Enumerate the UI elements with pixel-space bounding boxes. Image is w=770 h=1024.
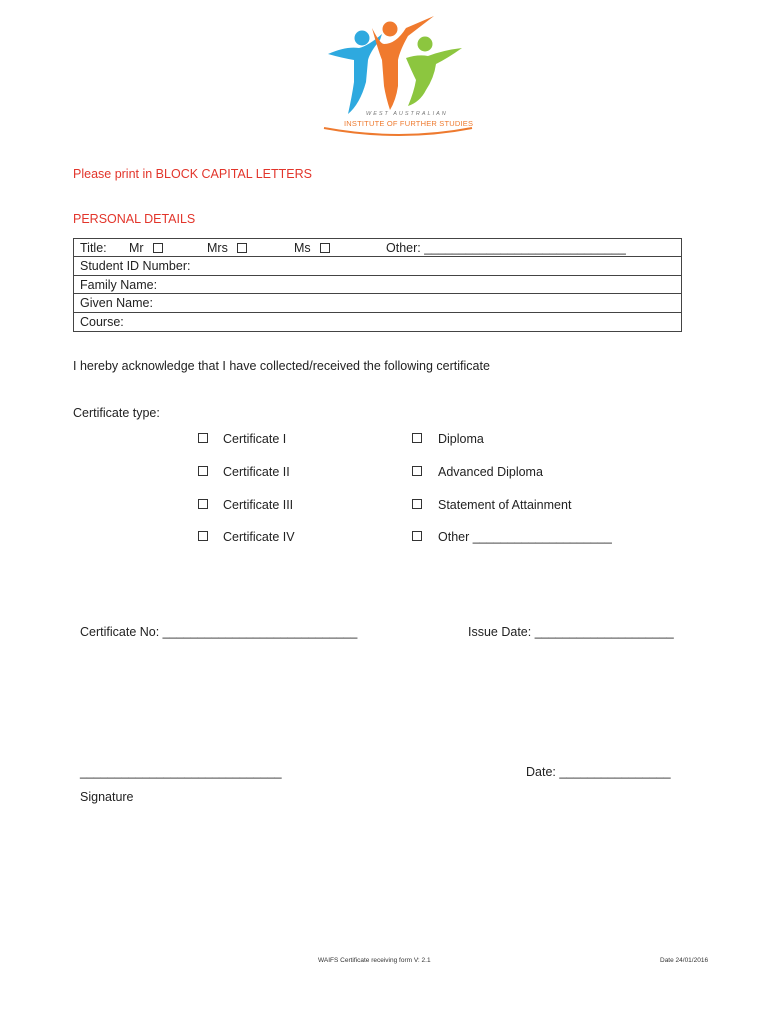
- certificate-1-checkbox[interactable]: [198, 433, 208, 443]
- certificate-3-label: Certificate III: [223, 498, 294, 512]
- block-capitals-instruction: Please print in BLOCK CAPITAL LETTERS: [73, 167, 312, 181]
- given-name-field[interactable]: Given Name:: [74, 294, 681, 312]
- title-option-ms[interactable]: [294, 239, 330, 257]
- certificate-1-label: Certificate I: [223, 432, 287, 446]
- logo-tagline: WEST AUSTRALIAN: [366, 111, 448, 117]
- logo-institute-name: INSTITUTE OF FURTHER STUDIES: [344, 119, 474, 128]
- diploma-checkbox[interactable]: [412, 433, 422, 443]
- footer-form-version: WAIFS Certificate receiving form V: 2.1: [318, 957, 431, 964]
- issue-date-field[interactable]: Issue Date: ____________________: [468, 625, 674, 639]
- title-row: [74, 239, 681, 257]
- student-id-field[interactable]: Student ID Number:: [74, 257, 681, 275]
- other-certificate-checkbox[interactable]: [412, 531, 422, 541]
- signature-label: Signature: [80, 790, 134, 804]
- section-title-personal-details: PERSONAL DETAILS: [73, 212, 196, 226]
- institute-logo: [322, 16, 477, 140]
- signature-date-field[interactable]: Date: ________________: [526, 765, 671, 779]
- mr-label: Mr: [129, 241, 144, 255]
- acknowledgement-text: I hereby acknowledge that I have collected/received the following certificate: [73, 359, 490, 373]
- other-certificate-field[interactable]: Other ____________________: [438, 530, 612, 544]
- certificate-type-label: Certificate type:: [73, 406, 160, 420]
- mrs-label: Mrs: [207, 241, 228, 255]
- footer-date: Date 24/01/2016: [660, 957, 709, 964]
- personal-details-table: [73, 238, 682, 332]
- advanced-diploma-checkbox[interactable]: [412, 466, 422, 476]
- title-option-mr[interactable]: [129, 239, 163, 257]
- signature-line[interactable]: _____________________________: [80, 765, 282, 779]
- ms-label: Ms: [294, 241, 311, 255]
- certificate-4-checkbox[interactable]: [198, 531, 208, 541]
- advanced-diploma-label: Advanced Diploma: [438, 465, 543, 479]
- certificate-2-checkbox[interactable]: [198, 466, 208, 476]
- certificate-2-label: Certificate II: [223, 465, 290, 479]
- certificate-4-label: Certificate IV: [223, 530, 295, 544]
- course-field[interactable]: Course:: [80, 314, 124, 329]
- family-name-field[interactable]: Family Name:: [74, 276, 681, 294]
- mr-checkbox[interactable]: [153, 243, 163, 253]
- ms-checkbox[interactable]: [320, 243, 330, 253]
- certificate-3-checkbox[interactable]: [198, 499, 208, 509]
- title-other-field[interactable]: Other: _____________________________: [386, 241, 626, 255]
- title-label: Title:: [80, 241, 107, 255]
- diploma-label: Diploma: [438, 432, 484, 446]
- title-option-mrs[interactable]: [207, 239, 247, 257]
- certificate-number-field[interactable]: Certificate No: ____________________________: [80, 625, 358, 639]
- statement-of-attainment-checkbox[interactable]: [412, 499, 422, 509]
- mrs-checkbox[interactable]: [237, 243, 247, 253]
- statement-of-attainment-label: Statement of Attainment: [438, 498, 572, 512]
